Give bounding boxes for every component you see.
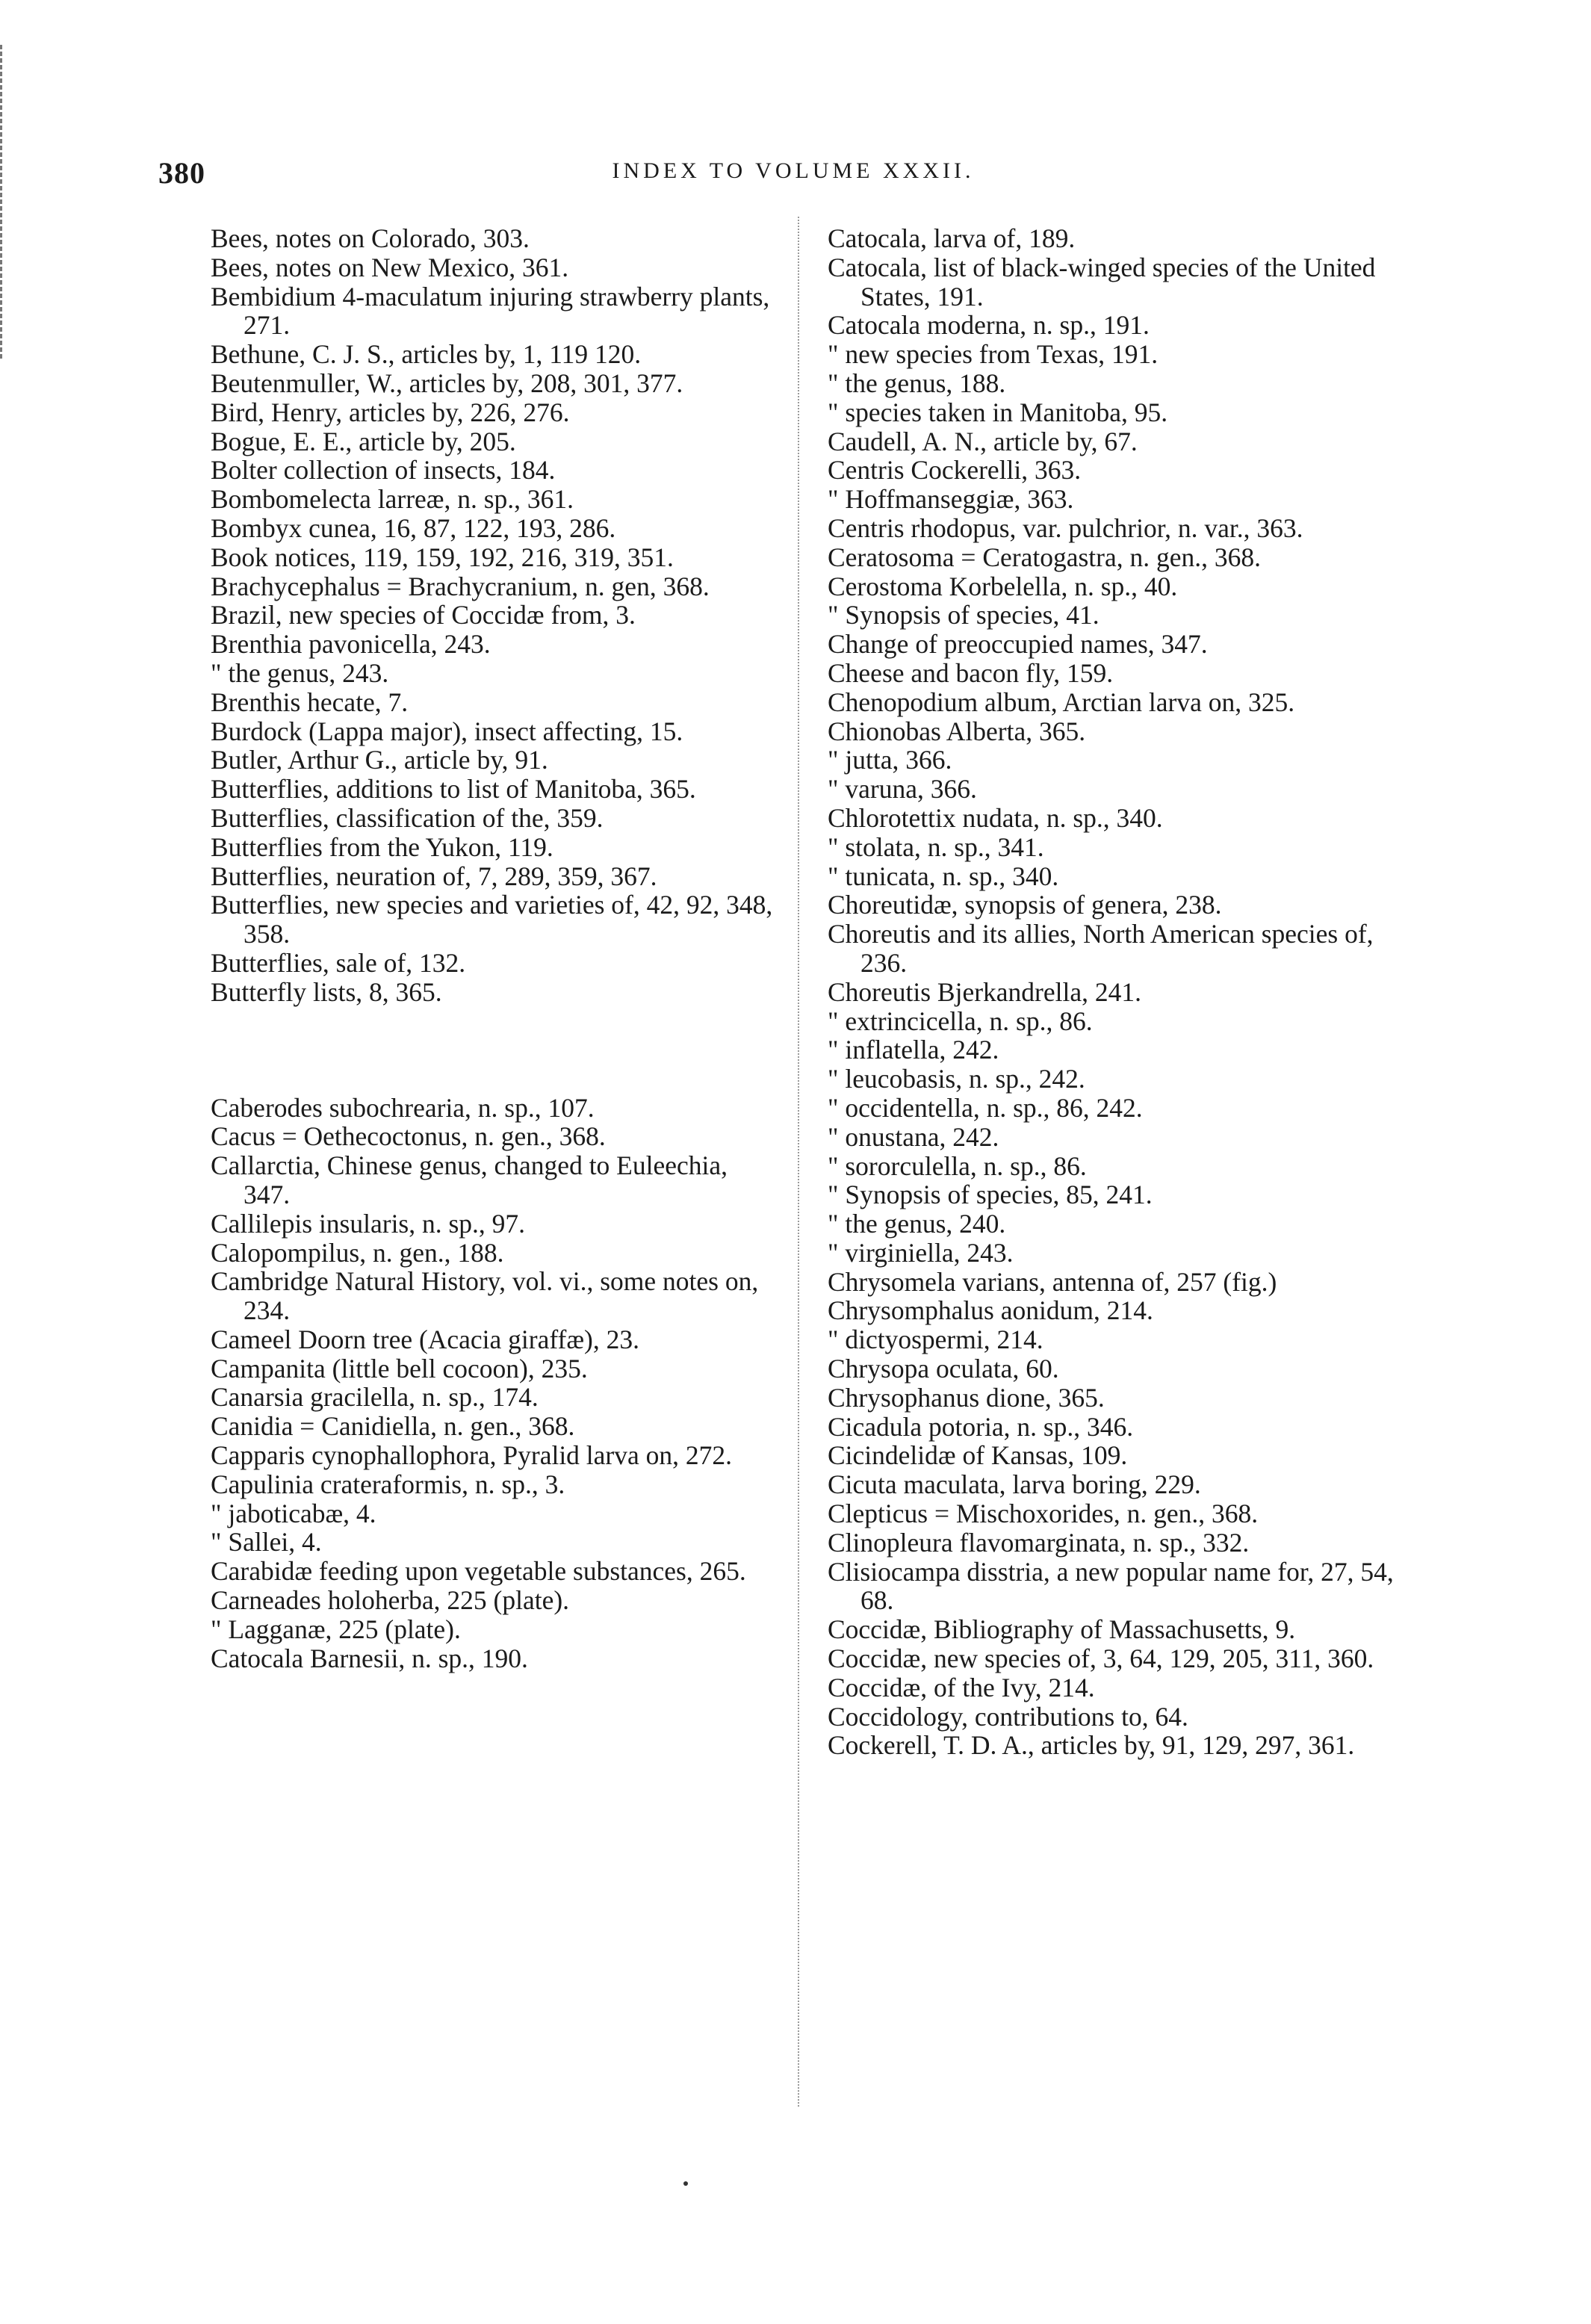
index-entry: Catocala, list of black-winged species of the United States, 191. [828, 252, 1376, 312]
index-entry: " Hoffmanseggiæ, 363. [828, 484, 1074, 515]
index-entry: Butler, Arthur G., article by, 91. [211, 745, 548, 775]
index-entry: Cicuta maculata, larva boring, 229. [828, 1469, 1201, 1500]
index-entry: Clepticus = Mischoxorides, n. gen., 368. [828, 1499, 1259, 1529]
index-entry: " stolata, n. sp., 341. [828, 831, 1044, 862]
index-entry: Book notices, 119, 159, 192, 216, 319, 351. [211, 542, 674, 572]
index-entry: Chlorotettix nudata, n. sp., 340. [828, 802, 1163, 833]
ink-speck [683, 2181, 688, 2186]
index-entry: Bombyx cunea, 16, 87, 122, 193, 286. [211, 512, 616, 543]
index-entry: Bees, notes on New Mexico, 361. [211, 252, 569, 282]
index-entry: Cameel Doorn tree (Acacia giraffæ), 23. [211, 1324, 639, 1354]
index-entry: Coccidæ, new species of, 3, 64, 129, 205, 311, 360. [828, 1643, 1374, 1674]
index-entry: Clisiocampa disstria, a new popular name for, 27, 54, 68. [828, 1556, 1394, 1616]
index-entry: Bees, notes on Colorado, 303. [211, 223, 530, 253]
index-entry: " the genus, 243. [211, 657, 389, 688]
index-entry: Bombomelecta larreæ, n. sp., 361. [211, 484, 574, 515]
index-entry: Coccidæ, Bibliography of Massachusetts, 9. [828, 1614, 1296, 1645]
index-entry: " jaboticabæ, 4. [211, 1498, 376, 1528]
index-entry: " varuna, 366. [828, 774, 977, 805]
index-entry: Butterflies, classification of the, 359. [211, 802, 604, 833]
index-entry: Burdock (Lappa major), insect affecting, 15. [211, 716, 683, 746]
index-entry: Chrysopa oculata, 60. [828, 1354, 1059, 1384]
index-entry: " new species from Texas, 191. [828, 339, 1159, 370]
section-gap [211, 1007, 778, 1094]
index-entry: Butterflies, new species and varieties of, 42, 92, 348, 358. [211, 890, 773, 949]
index-entry: Brazil, new species of Coccidæ from, 3. [211, 600, 636, 630]
index-entry: Coccidæ, of the Ivy, 214. [828, 1672, 1095, 1702]
index-entry: Butterflies, sale of, 132. [211, 947, 466, 978]
index-entry: Bogue, E. E., article by, 205. [211, 426, 516, 456]
index-entry: Chrysomphalus aonidum, 214. [828, 1295, 1153, 1326]
index-entry: Catocala Barnesii, n. sp., 190. [211, 1643, 528, 1673]
index-entry: Chrysomela varians, antenna of, 257 (fig.) [828, 1266, 1277, 1297]
index-entry: Coccidology, contributions to, 64. [828, 1701, 1188, 1732]
index-entry: " onustana, 242. [828, 1121, 999, 1152]
index-entry: Canarsia gracilella, n. sp., 174. [211, 1382, 539, 1413]
index-entry: Capulinia crateraformis, n. sp., 3. [211, 1469, 565, 1499]
index-entry: Butterflies, additions to list of Manitoba, 365. [211, 774, 696, 805]
page-number: 380 [158, 156, 205, 190]
index-entry: Calopompilus, n. gen., 188. [211, 1237, 504, 1268]
index-entry: Callarctia, Chinese genus, changed to Euleechia, 347. [211, 1150, 728, 1209]
index-entry: Catocala, larva of, 189. [828, 223, 1076, 253]
index-entry: " Lagganæ, 225 (plate). [211, 1614, 461, 1644]
index-entry: Bembidium 4-maculatum injuring strawberry plants, 271. [211, 281, 770, 341]
index-entry: " dictyospermi, 214. [828, 1324, 1043, 1355]
index-column-left [211, 224, 778, 1673]
index-entry: " Synopsis of species, 41. [828, 600, 1100, 630]
index-entry: Change of preoccupied names, 347. [828, 629, 1208, 660]
index-entry: Cambridge Natural History, vol. vi., some notes on, 234. [211, 1266, 759, 1326]
index-entry: Centris rhodopus, var. pulchrior, n. var., 363. [828, 512, 1303, 543]
index-entry: " Sallei, 4. [211, 1527, 322, 1558]
index-entry: " leucobasis, n. sp., 242. [828, 1064, 1085, 1094]
index-entry: Campanita (little bell cocoon), 235. [211, 1353, 588, 1383]
index-entry: " sororculella, n. sp., 86. [828, 1150, 1087, 1181]
index-column-right [828, 224, 1395, 1760]
index-entry: " the genus, 188. [828, 368, 1006, 398]
index-entry: Bethune, C. J. S., articles by, 1, 119 120. [211, 339, 642, 370]
index-entry: Chrysophanus dione, 365. [828, 1382, 1105, 1413]
page-header [158, 155, 1428, 193]
index-entry: Canidia = Canidiella, n. gen., 368. [211, 1411, 575, 1442]
index-entry: Cheese and bacon fly, 159. [828, 657, 1114, 688]
index-entry: Catocala moderna, n. sp., 191. [828, 310, 1150, 341]
index-entry: Cockerell, T. D. A., articles by, 91, 129, 297, 361. [828, 1730, 1355, 1761]
index-entry: Caudell, A. N., article by, 67. [828, 426, 1138, 456]
scan-edge-marks [0, 45, 7, 359]
index-entry: " Synopsis of species, 85, 241. [828, 1180, 1153, 1210]
index-entry: Butterflies from the Yukon, 119. [211, 831, 553, 862]
index-entry: Butterflies, neuration of, 7, 289, 359, 367. [211, 861, 657, 891]
index-entry: Bird, Henry, articles by, 226, 276. [211, 397, 570, 427]
index-entry: Carneades holoherba, 225 (plate). [211, 1585, 570, 1616]
index-entry: Butterfly lists, 8, 365. [211, 976, 442, 1007]
index-entry: Callilepis insularis, n. sp., 97. [211, 1208, 526, 1239]
index-entry: " the genus, 240. [828, 1209, 1006, 1239]
index-entry: Choreutis Bjerkandrella, 241. [828, 976, 1141, 1007]
index-entry: Chenopodium album, Arctian larva on, 325. [828, 687, 1295, 717]
index-entry: Clinopleura flavomarginata, n. sp., 332. [828, 1527, 1250, 1558]
index-entry: " virginiella, 243. [828, 1237, 1014, 1268]
index-entry: " inflatella, 242. [828, 1035, 999, 1065]
index-entry: " tunicata, n. sp., 340. [828, 861, 1059, 891]
index-entry: " extrincicella, n. sp., 86. [828, 1005, 1093, 1036]
column-divider [798, 217, 799, 2107]
index-entry: Choreutis and its allies, North American species of, 236. [828, 919, 1374, 978]
index-entry: Bolter collection of insects, 184. [211, 455, 556, 486]
index-entry: " jutta, 366. [828, 745, 952, 775]
index-entry: Chionobas Alberta, 365. [828, 716, 1086, 746]
index-entry: Centris Cockerelli, 363. [828, 455, 1082, 486]
index-entry: Capparis cynophallophora, Pyralid larva on, 272. [211, 1440, 733, 1471]
index-entry: Beutenmuller, W., articles by, 208, 301, 377. [211, 368, 683, 398]
index-entry: Carabidæ feeding upon vegetable substances, 265. [211, 1556, 746, 1587]
index-entry: Choreutidæ, synopsis of genera, 238. [828, 890, 1222, 920]
index-entry: " species taken in Manitoba, 95. [828, 397, 1168, 427]
index-entry: Cerostoma Korbelella, n. sp., 40. [828, 571, 1178, 601]
index-entry: " occidentella, n. sp., 86, 242. [828, 1092, 1143, 1123]
index-entry: Brachycephalus = Brachycranium, n. gen, 368. [211, 571, 710, 601]
index-entry: Brenthia pavonicella, 243. [211, 629, 491, 660]
index-entry: Brenthis hecate, 7. [211, 687, 409, 717]
index-entry: Caberodes subochrearia, n. sp., 107. [211, 1092, 595, 1123]
index-entry: Cacus = Oethecoctonus, n. gen., 368. [211, 1121, 606, 1152]
index-entry: Ceratosoma = Ceratogastra, n. gen., 368. [828, 542, 1261, 572]
index-entry: Cicadula potoria, n. sp., 346. [828, 1411, 1134, 1442]
running-head: INDEX TO VOLUME XXXII. [612, 158, 975, 183]
index-entry: Cicindelidæ of Kansas, 109. [828, 1440, 1128, 1471]
